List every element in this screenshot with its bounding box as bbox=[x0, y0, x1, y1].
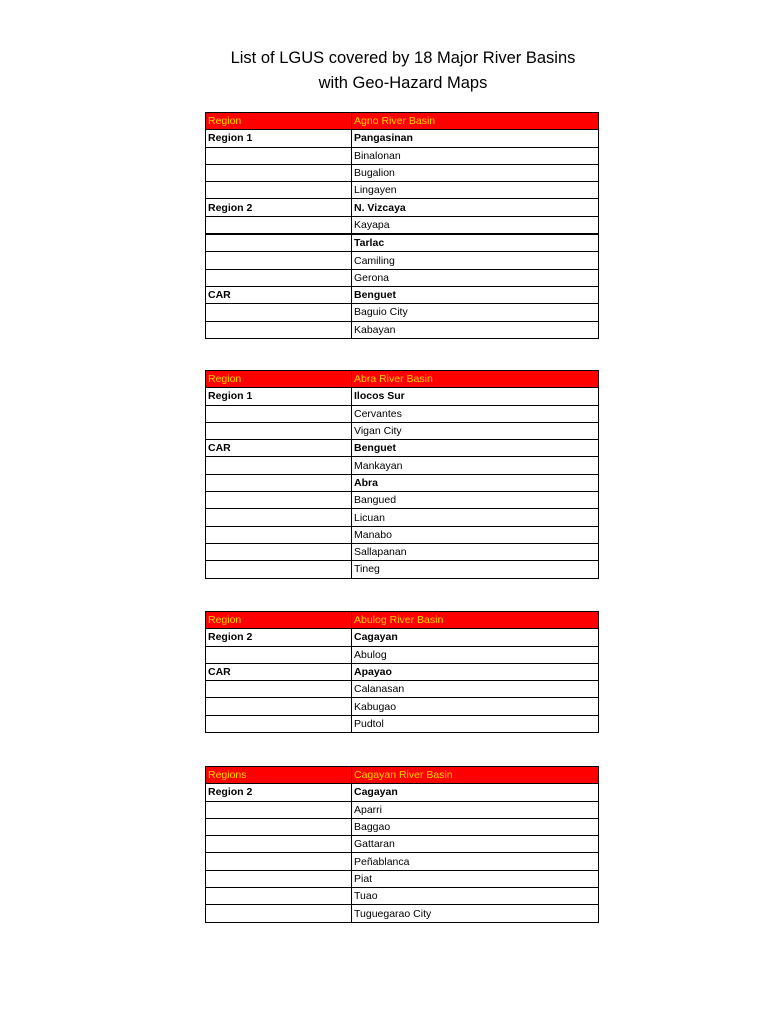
province-cell: N. Vizcaya bbox=[352, 199, 599, 216]
table-row bbox=[206, 440, 599, 457]
lgu-cell: Baguio City bbox=[352, 304, 599, 321]
region-cell bbox=[206, 853, 352, 870]
lgu-cell: Gerona bbox=[352, 269, 599, 286]
table-row bbox=[206, 457, 599, 474]
lgu-cell: Cervantes bbox=[352, 405, 599, 422]
lgu-cell: Piat bbox=[352, 870, 599, 887]
table-row bbox=[206, 905, 599, 922]
region-cell: Region 1 bbox=[206, 388, 352, 405]
lgu-cell: Sallapanan bbox=[352, 543, 599, 560]
province-cell: Cagayan bbox=[352, 784, 599, 801]
table-row bbox=[206, 130, 599, 147]
table-header-row bbox=[206, 113, 599, 130]
table-row bbox=[206, 182, 599, 199]
province-cell: Ilocos Sur bbox=[352, 388, 599, 405]
abra-river-basin-table bbox=[205, 370, 599, 579]
document-title bbox=[0, 46, 768, 96]
table-row bbox=[206, 216, 599, 234]
table-row bbox=[206, 543, 599, 560]
lgu-cell: Vigan City bbox=[352, 422, 599, 439]
region-cell bbox=[206, 234, 352, 252]
lgu-cell: Kabayan bbox=[352, 321, 599, 338]
province-cell: Benguet bbox=[352, 440, 599, 457]
title-line-1: List of LGUS covered by 18 Major River Basins bbox=[230, 49, 576, 67]
table-row bbox=[206, 164, 599, 181]
region-cell bbox=[206, 182, 352, 199]
table-header-row bbox=[206, 767, 599, 784]
table-row bbox=[206, 698, 599, 715]
table-row bbox=[206, 784, 599, 801]
region-cell bbox=[206, 836, 352, 853]
lgu-cell: Pudtol bbox=[352, 715, 599, 732]
lgu-cell: Manabo bbox=[352, 526, 599, 543]
region-cell bbox=[206, 870, 352, 887]
table-row bbox=[206, 526, 599, 543]
lgu-cell: Tineg bbox=[352, 561, 599, 578]
header-region-cell: Regions bbox=[206, 767, 352, 784]
table-row bbox=[206, 269, 599, 286]
table-header-row bbox=[206, 371, 599, 388]
lgu-cell: Tuguegarao City bbox=[352, 905, 599, 922]
province-cell: Abra bbox=[352, 474, 599, 491]
table-row bbox=[206, 715, 599, 732]
table-row bbox=[206, 663, 599, 680]
lgu-cell: Baggao bbox=[352, 818, 599, 835]
region-cell bbox=[206, 888, 352, 905]
table-row bbox=[206, 422, 599, 439]
table-row bbox=[206, 492, 599, 509]
lgu-cell: Mankayan bbox=[352, 457, 599, 474]
abulog-river-basin-table bbox=[205, 611, 599, 733]
region-cell bbox=[206, 561, 352, 578]
header-region-cell: Region bbox=[206, 371, 352, 388]
cagayan-river-basin-table bbox=[205, 766, 599, 923]
table-row bbox=[206, 801, 599, 818]
table-row bbox=[206, 509, 599, 526]
lgu-cell: Bugalion bbox=[352, 164, 599, 181]
table-row bbox=[206, 199, 599, 216]
region-cell: Region 1 bbox=[206, 130, 352, 147]
region-cell bbox=[206, 492, 352, 509]
lgu-cell: Kayapa bbox=[352, 216, 599, 234]
region-cell: Region 2 bbox=[206, 784, 352, 801]
region-cell bbox=[206, 269, 352, 286]
table-row bbox=[206, 405, 599, 422]
province-cell: Tarlac bbox=[352, 234, 599, 252]
table-row bbox=[206, 388, 599, 405]
province-cell: Benguet bbox=[352, 286, 599, 303]
lgu-cell: Calanasan bbox=[352, 681, 599, 698]
region-cell bbox=[206, 304, 352, 321]
table-row bbox=[206, 836, 599, 853]
lgu-cell: Lingayen bbox=[352, 182, 599, 199]
province-cell: Cagayan bbox=[352, 629, 599, 646]
table-row bbox=[206, 147, 599, 164]
title-line-2: with Geo-Hazard Maps bbox=[318, 74, 488, 92]
region-cell bbox=[206, 252, 352, 269]
region-cell: CAR bbox=[206, 286, 352, 303]
region-cell: CAR bbox=[206, 440, 352, 457]
region-cell: Region 2 bbox=[206, 199, 352, 216]
region-cell: CAR bbox=[206, 663, 352, 680]
lgu-cell: Gattaran bbox=[352, 836, 599, 853]
region-cell bbox=[206, 474, 352, 491]
lgu-cell: Bangued bbox=[352, 492, 599, 509]
lgu-cell: Tuao bbox=[352, 888, 599, 905]
table-row bbox=[206, 888, 599, 905]
table-row bbox=[206, 286, 599, 303]
region-cell bbox=[206, 698, 352, 715]
table-row bbox=[206, 646, 599, 663]
table-row bbox=[206, 304, 599, 321]
region-cell bbox=[206, 646, 352, 663]
table-row bbox=[206, 681, 599, 698]
header-region-cell: Region bbox=[206, 113, 352, 130]
region-cell bbox=[206, 715, 352, 732]
header-basin-cell: Abra River Basin bbox=[352, 371, 599, 388]
table-row bbox=[206, 252, 599, 269]
header-basin-cell: Cagayan River Basin bbox=[352, 767, 599, 784]
lgu-cell: Aparri bbox=[352, 801, 599, 818]
region-cell: Region 2 bbox=[206, 629, 352, 646]
table-row bbox=[206, 870, 599, 887]
region-cell bbox=[206, 681, 352, 698]
header-region-cell: Region bbox=[206, 612, 352, 629]
lgu-cell: Binalonan bbox=[352, 147, 599, 164]
region-cell bbox=[206, 543, 352, 560]
header-basin-cell: Abulog River Basin bbox=[352, 612, 599, 629]
header-basin-cell: Agno River Basin bbox=[352, 113, 599, 130]
province-cell: Pangasinan bbox=[352, 130, 599, 147]
lgu-cell: Kabugao bbox=[352, 698, 599, 715]
region-cell bbox=[206, 457, 352, 474]
table-header-row bbox=[206, 612, 599, 629]
table-row bbox=[206, 321, 599, 338]
table-row bbox=[206, 474, 599, 491]
region-cell bbox=[206, 905, 352, 922]
lgu-cell: Camiling bbox=[352, 252, 599, 269]
region-cell bbox=[206, 321, 352, 338]
region-cell bbox=[206, 405, 352, 422]
agno-river-basin-table bbox=[205, 112, 599, 339]
region-cell bbox=[206, 147, 352, 164]
lgu-cell: Licuan bbox=[352, 509, 599, 526]
table-row bbox=[206, 853, 599, 870]
region-cell bbox=[206, 818, 352, 835]
table-row bbox=[206, 561, 599, 578]
table-row bbox=[206, 234, 599, 252]
region-cell bbox=[206, 509, 352, 526]
region-cell bbox=[206, 164, 352, 181]
province-cell: Apayao bbox=[352, 663, 599, 680]
lgu-cell: Peñablanca bbox=[352, 853, 599, 870]
region-cell bbox=[206, 216, 352, 234]
region-cell bbox=[206, 801, 352, 818]
table-row bbox=[206, 818, 599, 835]
lgu-cell: Abulog bbox=[352, 646, 599, 663]
table-row bbox=[206, 629, 599, 646]
region-cell bbox=[206, 422, 352, 439]
region-cell bbox=[206, 526, 352, 543]
